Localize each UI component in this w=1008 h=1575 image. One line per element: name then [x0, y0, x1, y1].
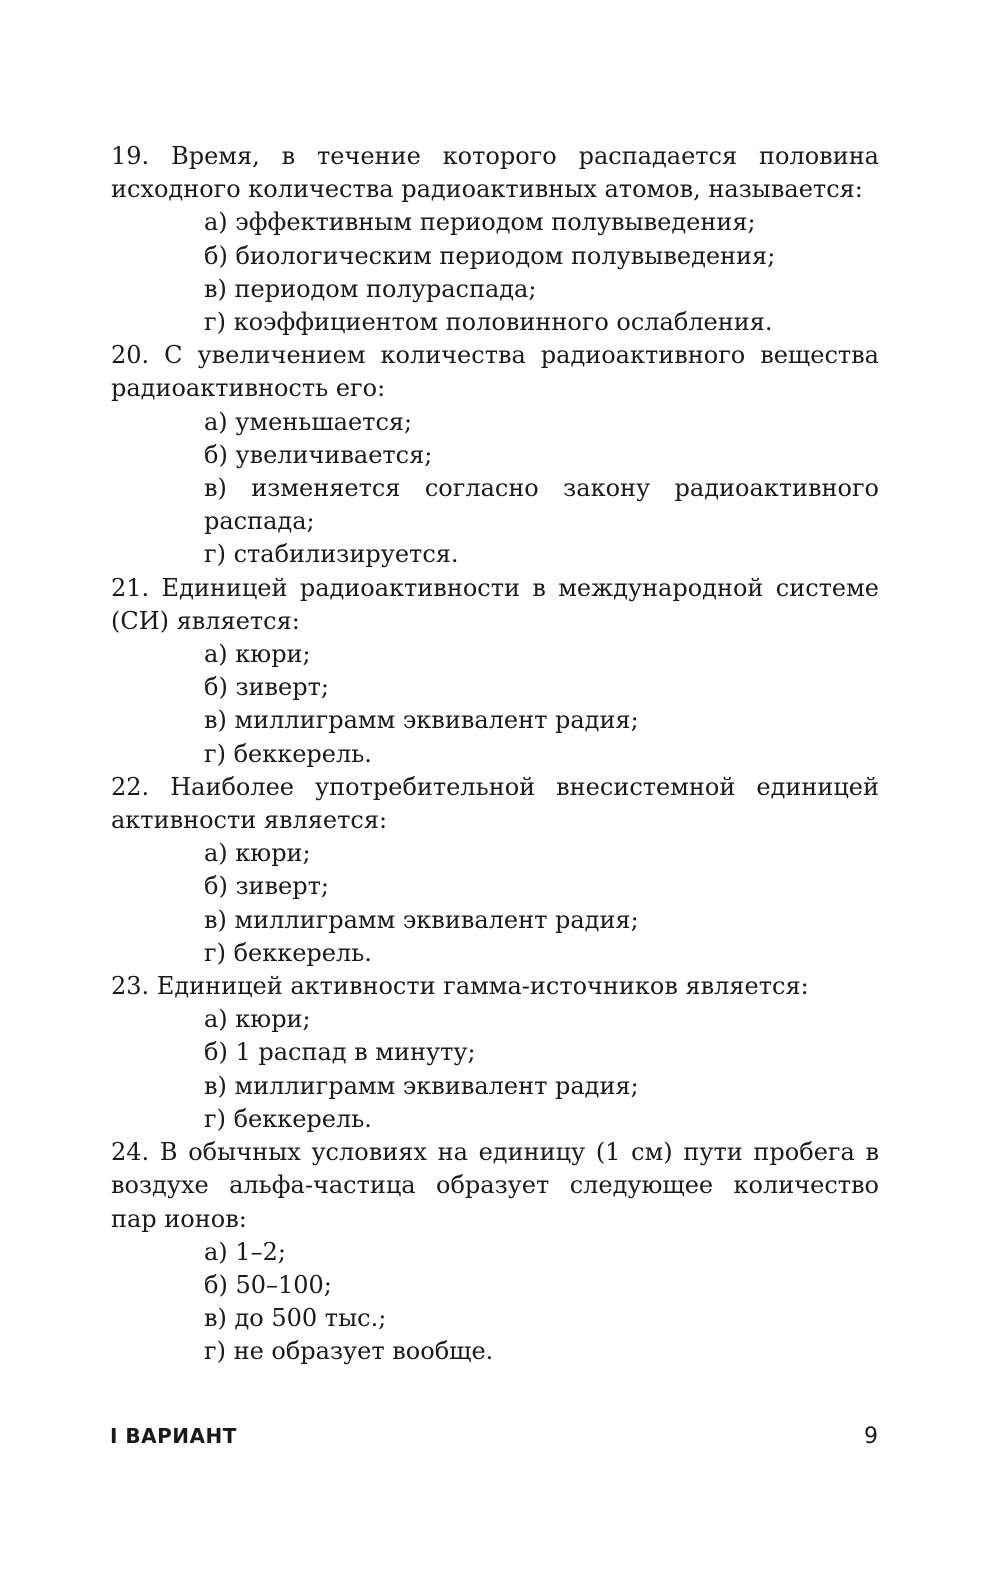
question-body: Наиболее употребительной внесистемной единицей активности является: [111, 772, 879, 835]
answer-option: а) кюри; [204, 640, 311, 669]
question-text [111, 140, 879, 206]
question-body: Единицей радиоактивности в международной системе (СИ) является: [111, 573, 879, 635]
answer-options [111, 1236, 879, 1369]
section-label: I ВАРИАНТ [110, 1424, 237, 1448]
question-19 [111, 140, 879, 339]
question-text [111, 339, 879, 405]
question-24 [111, 1136, 879, 1368]
answer-option: б) зиверт; [204, 872, 329, 901]
answer-option: в) миллиграмм эквивалент радия; [204, 905, 639, 934]
question-body: Единицей активности гамма-источников является: [156, 972, 809, 1001]
answer-option: в) миллиграмм эквивалент радия; [204, 706, 639, 735]
answer-option: в) изменяется согласно закону радиоактивного распада; [204, 474, 879, 536]
question-21 [111, 572, 879, 771]
question-number: 24. [111, 1138, 150, 1167]
answer-options [111, 1003, 879, 1136]
answer-option: г) беккерель. [204, 938, 372, 967]
answer-option: г) беккерель. [204, 1104, 372, 1133]
answer-option: б) биологическим периодом полувыведения; [204, 241, 776, 270]
question-22 [111, 771, 879, 970]
question-23 [111, 970, 879, 1136]
question-body: Время, в течение которого распадается половина исходного количества радиоактивных атомов, называется: [111, 142, 879, 204]
answer-options [111, 638, 879, 771]
answer-option: в) периодом полураспада; [204, 274, 537, 303]
page-number: 9 [864, 1424, 878, 1449]
answer-option: б) увеличивается; [204, 440, 433, 469]
answer-options [111, 837, 879, 970]
question-number: 21. [111, 573, 150, 602]
answer-option: а) 1–2; [204, 1237, 286, 1266]
question-20 [111, 339, 879, 571]
question-number: 22. [111, 772, 150, 801]
questions-list [111, 140, 879, 1369]
question-number: 19. [111, 142, 150, 170]
question-text [111, 771, 879, 837]
question-text [111, 1136, 879, 1236]
question-number: 20. [111, 341, 150, 370]
question-number: 23. [111, 972, 150, 1001]
answer-options [111, 206, 879, 339]
question-text [111, 970, 879, 1003]
answer-option: г) не образует вообще. [204, 1337, 494, 1366]
answer-option: а) эффективным периодом полувыведения; [204, 208, 756, 237]
answer-option: б) зиверт; [204, 673, 329, 702]
answer-option: а) кюри; [204, 839, 311, 868]
answer-option: г) коэффициентом половинного ослабления. [204, 308, 773, 337]
answer-options [111, 406, 879, 572]
answer-option: в) миллиграмм эквивалент радия; [204, 1071, 639, 1100]
answer-option: а) уменьшается; [204, 407, 413, 436]
answer-option: г) стабилизируется. [204, 540, 459, 569]
answer-option: б) 1 распад в минуту; [204, 1038, 476, 1067]
answer-option: г) беккерель. [204, 739, 372, 768]
question-body: С увеличением количества радиоактивного вещества радиоактивность его: [111, 341, 879, 403]
answer-option: б) 50–100; [204, 1270, 332, 1299]
question-text [111, 572, 879, 638]
question-body: В обычных условиях на единицу (1 см) пути пробега в воздухе альфа-частица образует следующее количество пар ионов: [111, 1138, 879, 1233]
answer-option: в) до 500 тыс.; [204, 1304, 387, 1333]
answer-option: а) кюри; [204, 1005, 311, 1034]
